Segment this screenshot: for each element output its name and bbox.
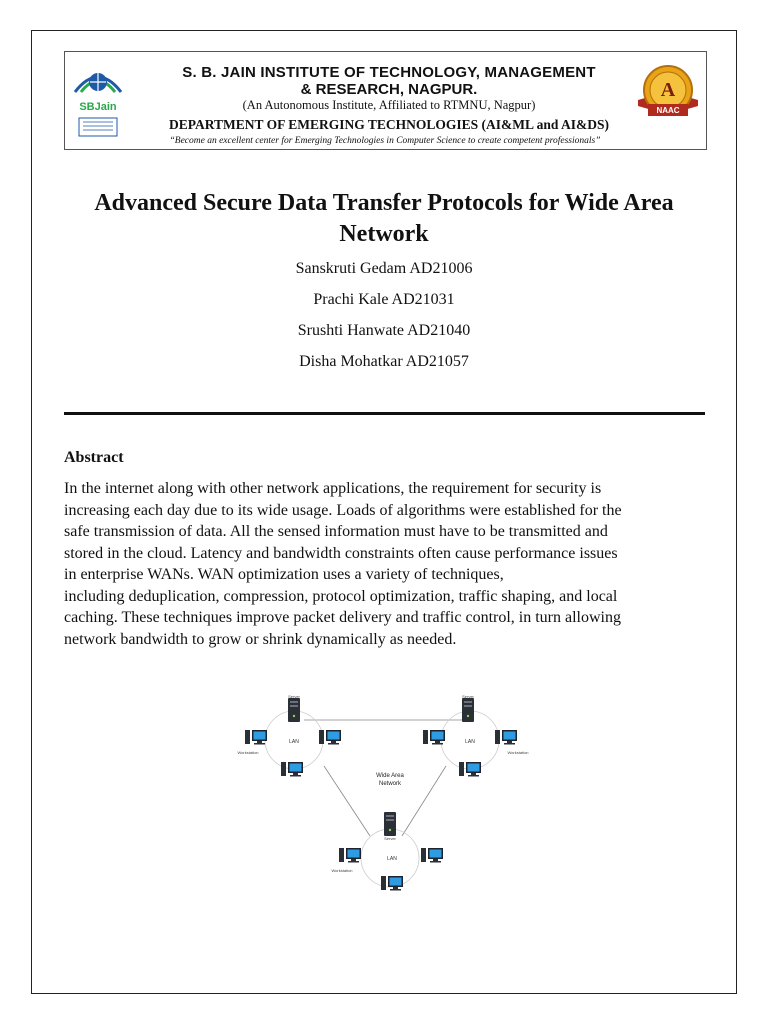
abstract-body [64,478,708,650]
server-label: Server [462,694,474,699]
author-1: Sanskruti Gedam AD21006 [295,260,473,277]
workstation-label: Workstation [331,868,353,873]
institute-header [64,51,707,150]
section-divider [64,412,705,415]
paper-title-line2: Network [339,221,429,247]
paper-title-line1: Advanced Secure Data Transfer Protocols for Wide Area [94,190,674,216]
wan-label-line2: Network [378,781,402,787]
abstract-line: caching. These techniques improve packet delivery and traffic control, in turn allowing [64,609,621,626]
abstract-line: network bandwidth to grow or shrink dynamically as needed. [64,630,457,648]
wan-diagram [226,688,544,906]
server-label: Server [384,836,396,841]
lan-label: LAN [387,856,397,862]
server-icon [288,698,300,722]
lan-label: LAN [465,739,475,745]
author-3: Srushti Hanwate AD21040 [297,322,471,339]
server-icon [462,698,474,722]
institute-name-line2: & RESEARCH, NAGPUR. [300,81,478,98]
abstract-line: in enterprise WANs. WAN optimization uses a variety of techniques, [64,566,504,583]
abstract-heading: Abstract [64,449,124,466]
abstract-line: stored in the cloud. Latency and bandwidth constraints often cause performance issues [64,544,618,562]
server-icon [384,812,396,836]
workstation-label: Workstation [237,750,259,755]
author-4: Disha Mohatkar AD21057 [299,353,469,370]
wan-label-line1: Wide Area [376,773,404,779]
workstation-label: Workstation [507,750,529,755]
naac-grade: A [660,79,676,101]
abstract-line: In the internet along with other network applications, the requirement for security is [64,480,602,497]
lan-label: LAN [289,739,299,745]
institute-affiliation: (An Autonomous Institute, Affiliated to RTMNU, Nagpur) [242,98,536,112]
institute-logo-icon [69,58,127,144]
abstract-line: increasing each day due to its wide usage. Loads of algorithms were established for the [64,501,622,519]
author-2: Prachi Kale AD21031 [313,291,455,308]
naac-label: NAAC [656,106,680,115]
abstract-line: safe transmission of data. All the sensed information must have to be transmitted and [64,523,608,540]
institute-name-line1: S. B. JAIN INSTITUTE OF TECHNOLOGY, MANAGEMENT [182,64,596,81]
logo-left-text: SBJain [79,101,117,113]
paper-title [64,188,704,250]
server-label: Server [288,694,300,699]
naac-badge-icon [636,60,700,130]
abstract-line: including deduplication, compression, protocol optimization, traffic shaping, and local [64,587,618,605]
department-name: DEPARTMENT OF EMERGING TECHNOLOGIES (AI&ML and AI&DS) [168,117,610,132]
department-motto: “Become an excellent center for Emerging Technologies in Computer Science to create competent professionals” [169,136,601,146]
